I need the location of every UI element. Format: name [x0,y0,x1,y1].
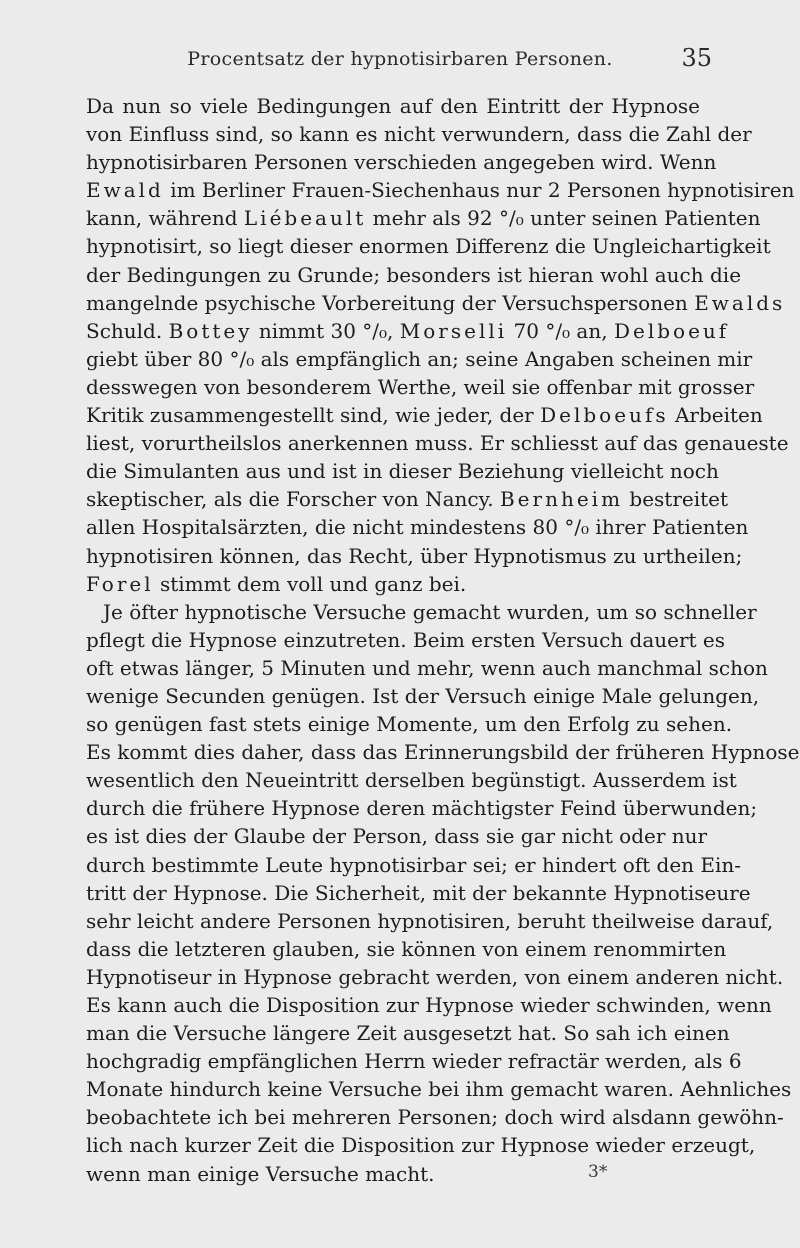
text-line [86,457,719,485]
text-segment: hypnotisirt, so liegt dieser enormen Differenz die Ungleichartigkeit [86,234,771,259]
text-line [86,1103,784,1131]
text-line [86,148,717,176]
text-segment: Schuld. [86,318,169,343]
text-line [86,120,752,148]
text-line [86,963,784,991]
text-line [86,738,800,766]
text-segment: sehr leicht andere Personen hypnotisiren, beruht theilweise darauf, [86,908,774,933]
text-segment: es ist dies der Glaube der Person, dass sie gar nicht oder nur [86,824,708,849]
text-segment: von Einfluss sind, so kann es nicht verwundern, dass die Zahl der [86,122,752,147]
page-number: 35 [681,44,712,72]
text-segment: dass die letzteren glauben, sie können von einem renommirten [86,936,727,961]
text-segment: tritt der Hypnose. Die Sicherheit, mit der bekannte Hypnotiseure [86,880,751,905]
text-segment: hochgradig empfänglichen Herrn wieder refractär werden, als 6 [86,1049,742,1074]
text-line [86,345,753,373]
text-segment: oft etwas länger, 5 Minuten und mehr, wenn auch manchmal schon [86,655,768,680]
text-segment: hypnotisiren können, das Recht, über Hypnotismus zu urtheilen; [86,543,743,568]
text-segment: so genügen fast stets einige Momente, um den Erfolg zu sehen. [86,712,733,737]
running-head: Procentsatz der hypnotisirbaren Personen. [187,48,613,70]
text-line [86,598,757,626]
text-line [86,232,771,260]
spaced-name: Ewalds [694,290,786,315]
text-line [86,92,700,120]
text-segment: Es kann auch die Disposition zur Hypnose wieder schwinden, wenn [86,993,772,1017]
text-segment: nimmt 30 °/₀, [252,318,400,343]
text-segment: kann, während [86,206,244,231]
text-segment: Kritik zusammengestellt sind, wie jeder, der [86,403,541,428]
text-segment: Je öfter hypnotische Versuche gemacht wurden, um so schneller [103,599,757,624]
text-line [86,626,726,654]
text-segment: mehr als 92 °/₀ unter seinen Patienten [366,206,761,231]
text-segment: giebt über 80 °/₀ als empfänglich an; seine Angaben scheinen mir [86,346,753,371]
text-line [86,1047,742,1075]
text-line [86,373,755,401]
spaced-name: Bernheim [499,487,624,512]
text-segment: im Berliner Frauen-Siechenhaus nur 2 Personen hypnotisiren [163,178,795,203]
text-segment: durch bestimmte Leute hypnotisirbar sei; er hindert oft den Ein- [86,852,742,877]
text-line [86,766,737,794]
text-line [86,1160,700,1188]
text-segment: Arbeiten [668,403,763,428]
text-line [86,289,786,317]
text-line [86,485,729,513]
text-segment: wenn man einige Versuche macht. [86,1161,435,1186]
text-segment: allen Hospitalsärzten, die nicht mindestens 80 °/₀ ihrer Patienten [86,515,749,540]
text-segment: Es kommt dies daher, dass das Erinnerungsbild der früheren Hypnose [86,740,800,765]
text-line [86,261,742,289]
text-line [86,317,730,345]
text-line [86,654,768,682]
spaced-name: Forel [86,571,154,596]
text-line [86,513,749,541]
text-line [86,1019,730,1047]
spaced-name: Ewald [86,178,164,203]
spaced-name: Delboeuf [613,318,730,343]
text-line [86,851,742,879]
text-segment: 70 °/₀ an, [507,318,614,343]
text-line [86,991,772,1019]
text-segment: desswegen von besonderem Werthe, weil sie offenbar mit grosser [86,374,755,399]
text-line [86,822,708,850]
text-segment: stimmt dem voll und ganz bei. [153,571,467,596]
text-segment: hypnotisirbaren Personen verschieden angegeben wird. Wenn [86,150,717,175]
text-line [86,682,760,710]
text-segment: man die Versuche längere Zeit ausgesetzt hat. So sah ich einen [86,1021,730,1046]
text-segment: die Simulanten aus und ist in dieser Beziehung vielleicht noch [86,459,719,484]
text-line [86,204,761,232]
text-line [86,710,733,738]
text-segment: mangelnde psychische Vorbereitung der Versuchspersonen [86,290,695,315]
spaced-name: Liébeault [243,206,367,231]
text-line [86,794,758,822]
text-line [86,429,789,457]
text-line [86,935,727,963]
signature-mark: 3* [588,1162,608,1182]
text-segment: wesentlich den Neueintritt derselben begünstigt. Ausserdem ist [86,768,737,793]
text-line [86,1131,756,1159]
text-segment: der Bedingungen zu Grunde; besonders ist hieran wohl auch die [86,262,742,287]
text-segment: Da nun so viele Bedingungen auf den Eintritt der Hypnose [86,94,700,118]
spaced-name: Bottey [168,318,253,343]
text-segment: Monate hindurch keine Versuche bei ihm gemacht waren. Aehnliches [86,1077,792,1102]
text-segment: beobachtete ich bei mehreren Personen; doch wird alsdann gewöhn- [86,1105,784,1130]
text-segment: bestreitet [623,487,729,512]
text-segment: liest, vorurtheilslos anerkennen muss. Er schliesst auf das genaueste [86,431,789,456]
text-line [86,401,763,429]
text-segment: durch die frühere Hypnose deren mächtigster Feind überwunden; [86,796,758,821]
body-text [86,92,800,1188]
spaced-name: Delboeufs [540,403,669,428]
text-segment: lich nach kurzer Zeit die Disposition zur Hypnose wieder erzeugt, [86,1133,756,1158]
spaced-name: Morselli [399,318,508,343]
text-line [86,1075,792,1103]
page-header [0,44,800,74]
text-line [86,542,743,570]
text-segment: skeptischer, als die Forscher von Nancy. [86,487,500,512]
text-segment: wenige Secunden genügen. Ist der Versuch einige Male gelungen, [86,683,760,708]
text-line [86,176,795,204]
text-segment: pflegt die Hypnose einzutreten. Beim ersten Versuch dauert es [86,627,726,652]
text-line [86,879,751,907]
text-line [86,907,774,935]
text-line [86,570,700,598]
text-segment: Hypnotiseur in Hypnose gebracht werden, von einem anderen nicht. [86,964,784,989]
